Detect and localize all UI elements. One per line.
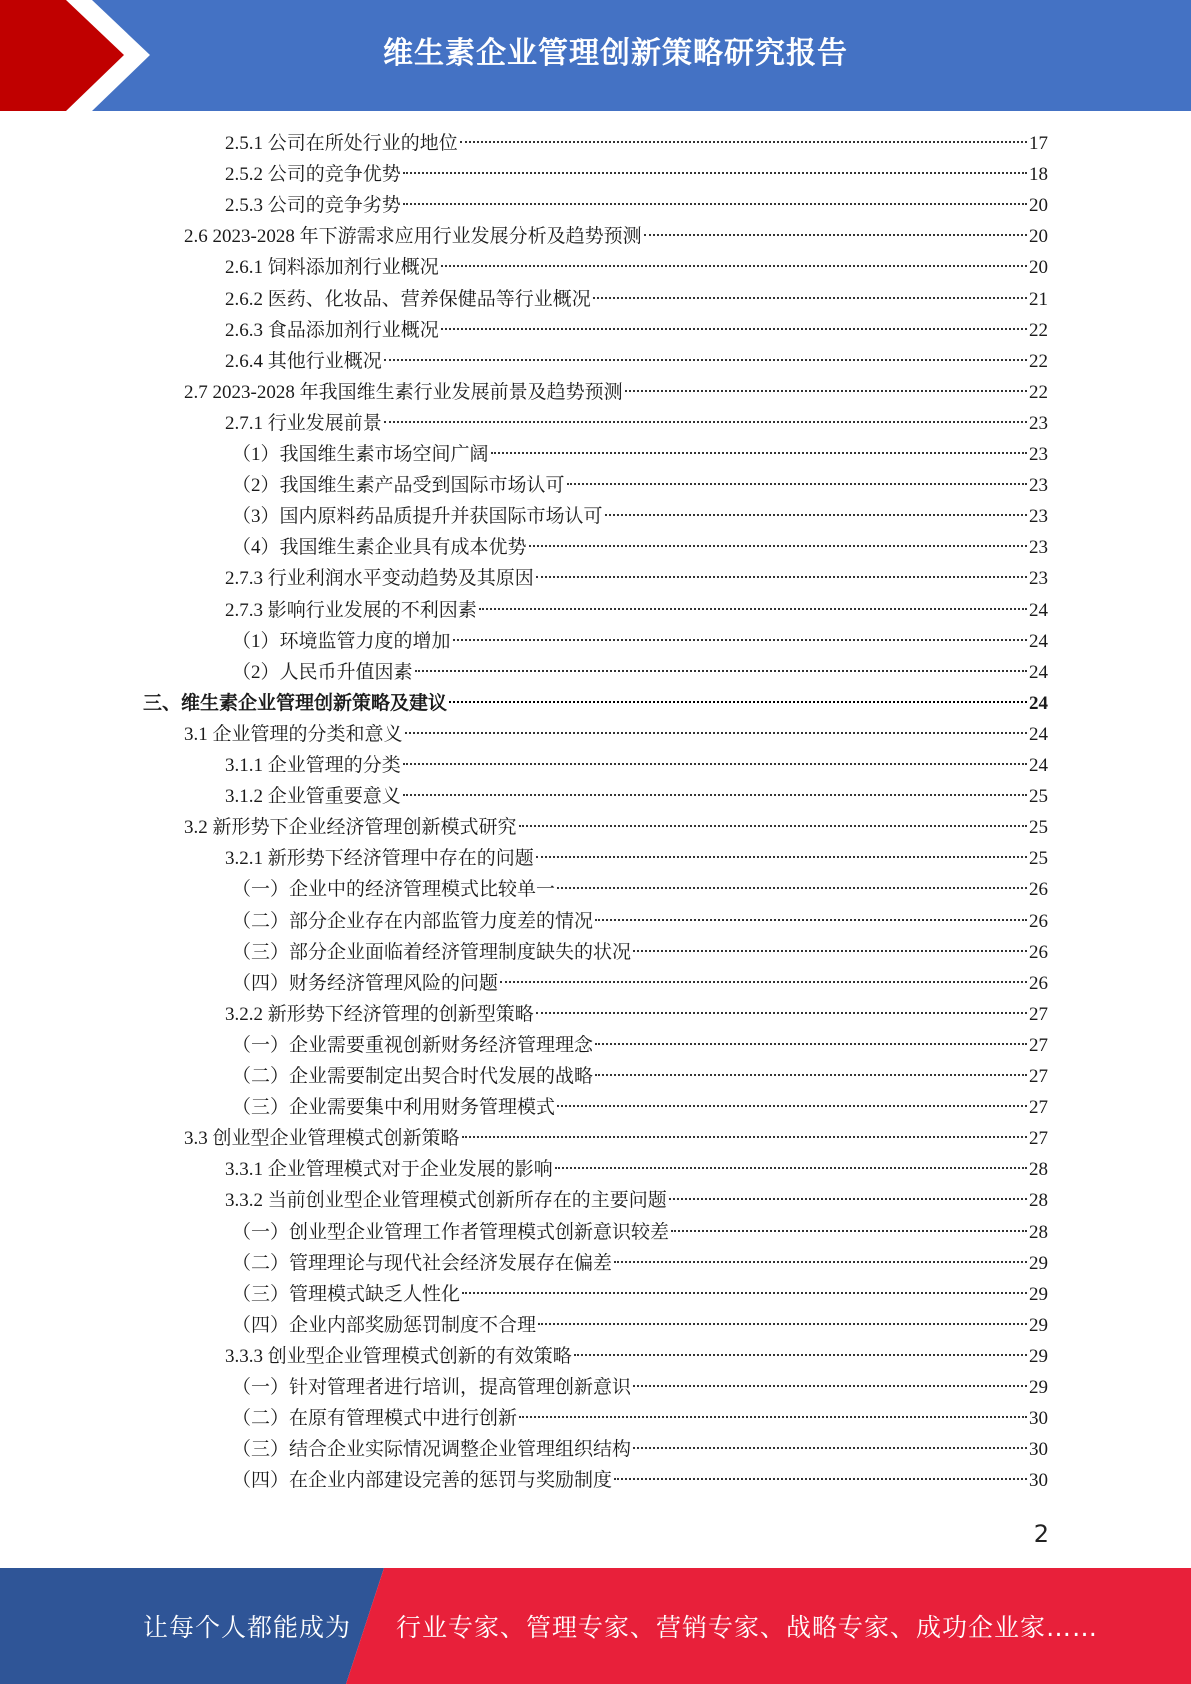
toc-dot-leader xyxy=(519,1415,1027,1418)
toc-dot-leader xyxy=(595,918,1027,921)
toc-entry-page: 28 xyxy=(1029,1190,1048,1212)
page-footer xyxy=(0,1568,1191,1684)
toc-dot-leader xyxy=(671,1229,1027,1232)
toc-entry-page: 26 xyxy=(1029,879,1048,901)
toc-entry-title: （一）针对管理者进行培训，提高管理创新意识 xyxy=(232,1377,632,1398)
toc-entry-title: 3.2 新形势下企业经济管理创新模式研究 xyxy=(184,817,517,839)
toc-entry-title: 2.6.3 食品添加剂行业概况 xyxy=(225,319,439,341)
toc-dot-leader xyxy=(644,233,1027,236)
toc-entry[interactable] xyxy=(232,626,1048,657)
toc-entry-title: （二）企业需要制定出契合时代发展的战略 xyxy=(232,1066,594,1087)
toc-entry-page: 23 xyxy=(1029,444,1048,465)
toc-entry[interactable] xyxy=(225,315,1048,346)
toc-dot-leader xyxy=(567,482,1027,485)
toc-entry[interactable] xyxy=(232,1372,1048,1403)
toc-entry-title: 2.7.1 行业发展前景 xyxy=(225,412,382,434)
toc-entry[interactable] xyxy=(225,595,1048,626)
toc-entry-title: 3.1 企业管理的分类和意义 xyxy=(184,723,403,745)
toc-entry-title: 3.1.1 企业管理的分类 xyxy=(225,755,401,776)
toc-entry-title: （3）国内原料药品质提升并获国际市场认可 xyxy=(232,506,603,528)
toc-entry-title: （二）管理理论与现代社会经济发展存在偏差 xyxy=(232,1252,613,1274)
toc-entry-page: 25 xyxy=(1029,817,1048,839)
toc-entry[interactable] xyxy=(232,1061,1048,1092)
report-title: 维生素企业管理创新策略研究报告 xyxy=(383,36,848,71)
toc-entry-title: （二）在原有管理模式中进行创新 xyxy=(232,1408,518,1430)
toc-dot-leader xyxy=(441,327,1027,330)
toc-entry-page: 29 xyxy=(1029,1345,1048,1367)
toc-entry[interactable] xyxy=(225,190,1048,221)
toc-entry-page: 17 xyxy=(1029,133,1048,154)
toc-entry-title: （4）我国维生素企业具有成本优势 xyxy=(232,537,527,559)
toc-dot-leader xyxy=(384,420,1027,423)
toc-entry-title: （四）企业内部奖励惩罚制度不合理 xyxy=(232,1314,537,1336)
toc-entry-page: 21 xyxy=(1029,288,1048,310)
toc-entry-title: （2）我国维生素产品受到国际市场认可 xyxy=(232,475,565,497)
toc-entry[interactable] xyxy=(232,1248,1048,1279)
toc-entry[interactable] xyxy=(143,688,1048,719)
toc-entry[interactable] xyxy=(232,1434,1048,1465)
page-number: 2 xyxy=(1033,1520,1049,1548)
toc-dot-leader xyxy=(460,140,1027,143)
toc-dot-leader xyxy=(595,1042,1027,1045)
toc-entry-page: 28 xyxy=(1029,1221,1048,1243)
toc-entry-page: 20 xyxy=(1029,257,1048,279)
toc-entry[interactable] xyxy=(232,439,1048,470)
toc-entry-title: 3.2.1 新形势下经济管理中存在的问题 xyxy=(225,848,534,870)
toc-dot-leader xyxy=(605,513,1027,516)
toc-entry-page: 24 xyxy=(1029,661,1048,683)
toc-entry[interactable] xyxy=(184,221,1048,252)
toc-entry-page: 26 xyxy=(1029,941,1048,963)
toc-dot-leader xyxy=(633,949,1027,952)
toc-entry[interactable] xyxy=(232,968,1048,999)
toc-entry-page: 23 xyxy=(1029,475,1048,497)
toc-entry[interactable] xyxy=(232,1465,1048,1496)
toc-entry-page: 24 xyxy=(1029,630,1048,652)
toc-entry-page: 27 xyxy=(1029,1128,1048,1150)
toc-entry-title: 2.6.2 医药、化妆品、营养保健品等行业概况 xyxy=(225,288,591,310)
toc-entry-title: （1）我国维生素市场空间广阔 xyxy=(232,444,489,465)
toc-entry[interactable] xyxy=(225,128,1048,159)
toc-entry-page: 24 xyxy=(1029,692,1048,714)
toc-dot-leader xyxy=(593,296,1027,299)
toc-entry-page: 30 xyxy=(1029,1439,1048,1461)
toc-dot-leader xyxy=(441,264,1027,267)
toc-entry-title: 2.7 2023-2028 年我国维生素行业发展前景及趋势预测 xyxy=(184,381,623,403)
toc-dot-leader xyxy=(614,1260,1027,1263)
toc-entry[interactable] xyxy=(225,781,1048,812)
toc-entry-title: 2.6.4 其他行业概况 xyxy=(225,350,382,372)
toc-dot-leader xyxy=(555,1166,1027,1169)
toc-dot-leader xyxy=(405,731,1027,734)
toc-entry-title: （四）财务经济管理风险的问题 xyxy=(232,972,499,994)
toc-entry-page: 28 xyxy=(1029,1159,1048,1181)
toc-dot-leader xyxy=(462,1135,1027,1138)
toc-entry[interactable] xyxy=(232,1217,1048,1248)
toc-dot-leader xyxy=(403,202,1027,205)
toc-entry-page: 30 xyxy=(1029,1408,1048,1430)
toc-entry[interactable] xyxy=(225,1341,1048,1372)
toc-entry-title: 2.5.1 公司在所处行业的地位 xyxy=(225,133,458,154)
toc-entry[interactable] xyxy=(232,501,1048,532)
toc-entry[interactable] xyxy=(225,750,1048,781)
toc-entry-page: 20 xyxy=(1029,195,1048,217)
toc-entry[interactable] xyxy=(184,719,1048,750)
toc-entry[interactable] xyxy=(232,906,1048,937)
toc-entry-title: 3.2.2 新形势下经济管理的创新型策略 xyxy=(225,1003,534,1025)
toc-entry-page: 30 xyxy=(1029,1470,1048,1492)
toc-entry[interactable] xyxy=(225,408,1048,439)
toc-dot-leader xyxy=(449,700,1027,703)
toc-dot-leader xyxy=(614,1477,1027,1480)
toc-entry[interactable] xyxy=(225,1185,1048,1216)
toc-entry[interactable] xyxy=(232,1092,1048,1123)
toc-entry-title: 2.6.1 饲料添加剂行业概况 xyxy=(225,257,439,279)
toc-dot-leader xyxy=(462,1291,1027,1294)
toc-entry-title: 3.3.1 企业管理模式对于企业发展的影响 xyxy=(225,1159,553,1181)
toc-dot-leader xyxy=(500,980,1027,983)
toc-entry-title: （三）结合企业实际情况调整企业管理组织结构 xyxy=(232,1439,632,1461)
toc-entry-page: 22 xyxy=(1029,381,1048,403)
toc-entry[interactable] xyxy=(232,657,1048,688)
toc-dot-leader xyxy=(557,886,1027,889)
toc-dot-leader xyxy=(536,1011,1027,1014)
toc-entry[interactable] xyxy=(184,812,1048,843)
toc-entry-page: 20 xyxy=(1029,226,1048,248)
toc-entry-title: 3.1.2 企业管重要意义 xyxy=(225,786,401,808)
toc-entry[interactable] xyxy=(232,532,1048,563)
toc-entry-title: 三、维生素企业管理创新策略及建议 xyxy=(143,692,448,714)
toc-entry-title: （四）在企业内部建设完善的惩罚与奖励制度 xyxy=(232,1470,613,1492)
toc-dot-leader xyxy=(415,669,1027,672)
toc-dot-leader xyxy=(403,762,1027,765)
toc-entry-page: 22 xyxy=(1029,319,1048,341)
footer-slogan-left: 让每个人都能成为 xyxy=(143,1613,352,1642)
toc-entry[interactable] xyxy=(225,1154,1048,1185)
toc-entry-page: 26 xyxy=(1029,910,1048,932)
toc-entry[interactable] xyxy=(225,284,1048,315)
toc-entry-title: 2.6 2023-2028 年下游需求应用行业发展分析及趋势预测 xyxy=(184,226,642,248)
toc-dot-leader xyxy=(574,1353,1027,1356)
toc-entry-title: 2.5.3 公司的竞争劣势 xyxy=(225,195,401,217)
toc-entry-title: （三）管理模式缺乏人性化 xyxy=(232,1283,461,1305)
toc-entry[interactable] xyxy=(225,843,1048,874)
toc-entry[interactable] xyxy=(184,1123,1048,1154)
toc-entry-title: （1）环境监管力度的增加 xyxy=(232,630,451,652)
toc-entry[interactable] xyxy=(232,1310,1048,1341)
toc-entry-page: 18 xyxy=(1029,164,1048,186)
toc-entry-page: 27 xyxy=(1029,1003,1048,1025)
toc-entry[interactable] xyxy=(232,1030,1048,1061)
toc-entry-title: 2.7.3 影响行业发展的不利因素 xyxy=(225,599,477,621)
toc-entry-page: 25 xyxy=(1029,848,1048,870)
toc-entry[interactable] xyxy=(225,563,1048,594)
toc-dot-leader xyxy=(491,451,1027,454)
toc-dot-leader xyxy=(625,389,1027,392)
toc-entry[interactable] xyxy=(232,874,1048,905)
toc-entry[interactable] xyxy=(225,159,1048,190)
toc-entry[interactable] xyxy=(225,346,1048,377)
toc-dot-leader xyxy=(403,171,1027,174)
toc-entry-page: 25 xyxy=(1029,786,1048,808)
toc-entry-page: 26 xyxy=(1029,972,1048,994)
toc-entry-title: 3.3.3 创业型企业管理模式创新的有效策略 xyxy=(225,1345,572,1367)
toc-entry-page: 23 xyxy=(1029,537,1048,559)
toc-dot-leader xyxy=(557,1104,1027,1107)
toc-dot-leader xyxy=(633,1446,1027,1449)
toc-dot-leader xyxy=(529,544,1027,547)
toc-entry[interactable] xyxy=(225,252,1048,283)
toc-entry[interactable] xyxy=(232,1403,1048,1434)
toc-entry-page: 23 xyxy=(1029,568,1048,590)
toc-entry-page: 24 xyxy=(1029,599,1048,621)
toc-entry-page: 23 xyxy=(1029,506,1048,528)
toc-entry-title: （二）部分企业存在内部监管力度差的情况 xyxy=(232,910,594,932)
toc-entry-page: 24 xyxy=(1029,723,1048,745)
toc-entry-title: （一）企业中的经济管理模式比较单一 xyxy=(232,879,556,901)
toc-entry[interactable] xyxy=(184,377,1048,408)
toc-dot-leader xyxy=(519,824,1027,827)
toc-entry-page: 29 xyxy=(1029,1377,1048,1398)
toc-entry-page: 24 xyxy=(1029,755,1048,776)
toc-dot-leader xyxy=(403,793,1027,796)
toc-entry-page: 29 xyxy=(1029,1252,1048,1274)
toc-entry[interactable] xyxy=(225,999,1048,1030)
toc-dot-leader xyxy=(669,1197,1027,1200)
toc-dot-leader xyxy=(536,855,1027,858)
toc-entry-page: 22 xyxy=(1029,350,1048,372)
toc-entry-title: 2.7.3 行业利润水平变动趋势及其原因 xyxy=(225,568,534,590)
toc-entry-title: （一）企业需要重视创新财务经济管理理念 xyxy=(232,1034,594,1056)
toc-entry-page: 29 xyxy=(1029,1314,1048,1336)
toc-entry-title: （三）部分企业面临着经济管理制度缺失的状况 xyxy=(232,941,632,963)
toc-entry-title: （三）企业需要集中利用财务管理模式 xyxy=(232,1097,556,1119)
toc-dot-leader xyxy=(536,575,1027,578)
toc-entry-title: （2）人民币升值因素 xyxy=(232,661,413,683)
toc-entry-title: 2.5.2 公司的竞争优势 xyxy=(225,164,401,186)
toc-entry-page: 23 xyxy=(1029,412,1048,434)
toc-entry-page: 27 xyxy=(1029,1066,1048,1087)
page-header xyxy=(0,0,1191,111)
toc-entry-page: 27 xyxy=(1029,1034,1048,1056)
toc-dot-leader xyxy=(453,638,1027,641)
toc-dot-leader xyxy=(633,1384,1027,1387)
toc-dot-leader xyxy=(538,1322,1027,1325)
toc-entry-title: （一）创业型企业管理工作者管理模式创新意识较差 xyxy=(232,1221,670,1243)
toc-entry-title: 3.3.2 当前创业型企业管理模式创新所存在的主要问题 xyxy=(225,1190,667,1212)
toc-entry-page: 29 xyxy=(1029,1283,1048,1305)
toc-dot-leader xyxy=(384,358,1027,361)
toc-entry-title: 3.3 创业型企业管理模式创新策略 xyxy=(184,1128,460,1150)
toc-dot-leader xyxy=(479,607,1027,610)
toc-entry[interactable] xyxy=(232,937,1048,968)
toc-dot-leader xyxy=(595,1073,1027,1076)
footer-slogan-right: 行业专家、管理专家、营销专家、战略专家、成功企业家…… xyxy=(396,1613,1099,1642)
toc-entry-page: 27 xyxy=(1029,1097,1048,1119)
toc-entry[interactable] xyxy=(232,470,1048,501)
toc-entry[interactable] xyxy=(232,1279,1048,1310)
